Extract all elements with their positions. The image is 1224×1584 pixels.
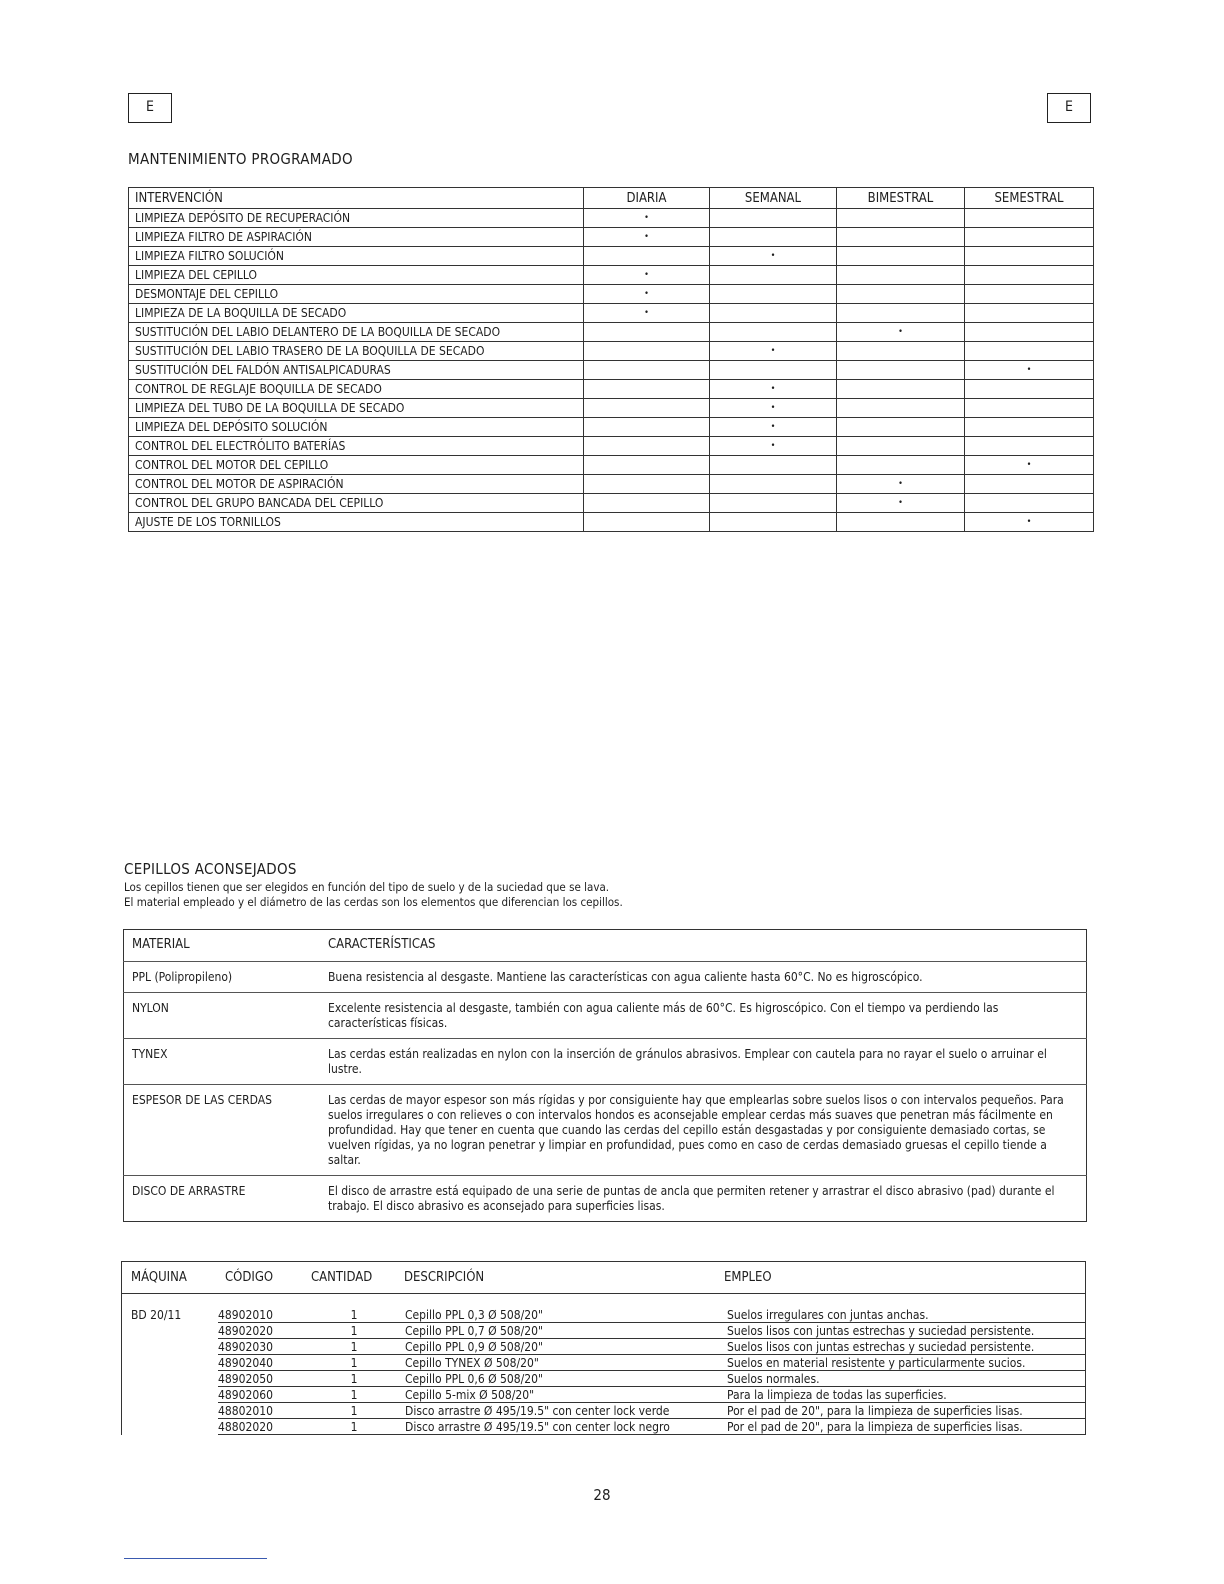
maintenance-row (129, 247, 1094, 266)
maintenance-task: CONTROL DEL GRUPO BANCADA DEL CEPILLO (129, 494, 584, 513)
frequency-dot: • (584, 228, 710, 247)
frequency-cell (837, 247, 965, 266)
brush-description: Cepillo 5-mix Ø 508/20" (402, 1387, 724, 1403)
frequency-cell (710, 513, 837, 532)
maintenance-task: LIMPIEZA DEL TUBO DE LA BOQUILLA DE SECADO (129, 399, 584, 418)
brush-code: 48902060 (218, 1387, 306, 1403)
frequency-cell (965, 323, 1094, 342)
brush-quantity: 1 (306, 1419, 402, 1435)
brush-use: Por el pad de 20", para la limpieza de superficies lisas. (724, 1419, 1086, 1435)
maintenance-task: CONTROL DE REGLAJE BOQUILLA DE SECADO (129, 380, 584, 399)
material-name: TYNEX (124, 1039, 321, 1085)
maintenance-task: CONTROL DEL MOTOR DE ASPIRACIÓN (129, 475, 584, 494)
material-characteristics: El disco de arrastre está equipado de una serie de puntas de ancla que permiten retener y arrastrar el disco abrasivo (pad) durante el trabajo. El disco abrasivo es aconsejado para superficies lisas. (320, 1176, 1087, 1222)
brush-machine: BD 20/11 (131, 1307, 182, 1322)
frequency-cell (710, 285, 837, 304)
frequency-cell (710, 228, 837, 247)
brush-row (121, 1403, 1086, 1419)
material-row (124, 1176, 1087, 1222)
maintenance-task: CONTROL DEL ELECTRÓLITO BATERÍAS (129, 437, 584, 456)
brush-code: 48902040 (218, 1355, 306, 1371)
brush-use: Por el pad de 20", para la limpieza de superficies lisas. (724, 1403, 1086, 1419)
frequency-cell (584, 323, 710, 342)
frequency-dot: • (710, 399, 837, 418)
frequency-dot: • (965, 361, 1094, 380)
brush-machine (121, 1355, 218, 1371)
frequency-dot: • (837, 494, 965, 513)
frequency-cell (584, 437, 710, 456)
brush-machine (121, 1323, 218, 1339)
col-header-code: CÓDIGO (218, 1261, 306, 1294)
brush-row (121, 1387, 1086, 1403)
maintenance-row (129, 361, 1094, 380)
maintenance-task: LIMPIEZA FILTRO DE ASPIRACIÓN (129, 228, 584, 247)
col-header-characteristics: CARACTERÍSTICAS (328, 937, 436, 952)
maintenance-row (129, 456, 1094, 475)
frequency-cell (584, 456, 710, 475)
material-characteristics: Las cerdas de mayor espesor son más rígidas y por consiguiente hay que emplearlas sobre suelos lisos o con intervalos pequeños. Para suelos irregulares o con relieves o con intervalos hondos es aconsejable emplear cerdas más suaves que penetran más fácilmente en profundidad. Hay que tener en cuenta que cuando las cerdas del cepillo están desgastadas y por consiguiente demasiado cortas, se vuelven rígidas, ya no logran penetrar y limpiar en profundidad, pues como en caso de cerdas demasiado gruesas el cepillo tiende a saltar. (320, 1085, 1087, 1176)
frequency-cell (837, 437, 965, 456)
maintenance-task: DESMONTAJE DEL CEPILLO (129, 285, 584, 304)
brushes-title: CEPILLOS ACONSEJADOS (124, 860, 297, 878)
maintenance-row (129, 399, 1094, 418)
maintenance-title: MANTENIMIENTO PROGRAMADO (128, 150, 353, 168)
brush-machine (121, 1339, 218, 1355)
frequency-cell (584, 361, 710, 380)
brush-use: Suelos lisos con juntas estrechas y suciedad persistente. (724, 1323, 1086, 1339)
frequency-dot: • (584, 209, 710, 228)
brush-list-header-row (121, 1261, 1086, 1294)
frequency-cell (584, 380, 710, 399)
brush-quantity: 1 (306, 1387, 402, 1403)
brush-code: 48902030 (218, 1339, 306, 1355)
frequency-cell (837, 456, 965, 475)
frequency-dot: • (710, 437, 837, 456)
brush-quantity: 1 (306, 1355, 402, 1371)
frequency-cell (584, 418, 710, 437)
brush-description: Disco arrastre Ø 495/19.5" con center lock verde (402, 1403, 724, 1419)
material-row (124, 1085, 1087, 1176)
frequency-dot: • (837, 323, 965, 342)
maintenance-row (129, 285, 1094, 304)
brush-quantity: 1 (306, 1323, 402, 1339)
brushes-intro-line-2: El material empleado y el diámetro de las cerdas son los elementos que diferencian los cepillos. (124, 895, 623, 909)
maintenance-table (128, 187, 1094, 532)
maintenance-row (129, 323, 1094, 342)
material-row (124, 962, 1087, 993)
frequency-cell (965, 399, 1094, 418)
footer-rule (124, 1558, 267, 1559)
frequency-cell (837, 209, 965, 228)
maintenance-task: SUSTITUCIÓN DEL LABIO TRASERO DE LA BOQUILLA DE SECADO (129, 342, 584, 361)
frequency-dot: • (965, 456, 1094, 475)
frequency-cell (965, 342, 1094, 361)
maintenance-task: LIMPIEZA DE LA BOQUILLA DE SECADO (129, 304, 584, 323)
frequency-dot: • (584, 266, 710, 285)
maintenance-header-row (129, 188, 1094, 209)
frequency-cell (965, 266, 1094, 285)
frequency-cell (584, 475, 710, 494)
brush-machine (121, 1403, 218, 1419)
material-row (124, 993, 1087, 1039)
frequency-cell (710, 323, 837, 342)
brush-description: Cepillo PPL 0,9 Ø 508/20" (402, 1339, 724, 1355)
brush-row (121, 1307, 1086, 1323)
col-header-intervention: INTERVENCIÓN (129, 188, 584, 209)
brush-code: 48902050 (218, 1371, 306, 1387)
maintenance-row (129, 475, 1094, 494)
brush-list-body (121, 1294, 1086, 1435)
frequency-cell (965, 285, 1094, 304)
maintenance-body (129, 209, 1094, 532)
maintenance-task: SUSTITUCIÓN DEL LABIO DELANTERO DE LA BOQUILLA DE SECADO (129, 323, 584, 342)
page-number: 28 (593, 1486, 611, 1504)
brush-quantity: 1 (306, 1339, 402, 1355)
material-name: PPL (Polipropileno) (124, 962, 321, 993)
maintenance-row (129, 437, 1094, 456)
frequency-cell (710, 456, 837, 475)
frequency-cell (710, 266, 837, 285)
maintenance-task: LIMPIEZA FILTRO SOLUCIÓN (129, 247, 584, 266)
frequency-dot: • (710, 342, 837, 361)
brush-quantity: 1 (306, 1403, 402, 1419)
frequency-cell (965, 228, 1094, 247)
frequency-cell (710, 361, 837, 380)
col-header-weekly: SEMANAL (710, 188, 837, 209)
brush-description: Cepillo PPL 0,7 Ø 508/20" (402, 1323, 724, 1339)
col-header-biannual: SEMESTRAL (965, 188, 1094, 209)
frequency-dot: • (710, 380, 837, 399)
frequency-cell (965, 380, 1094, 399)
maintenance-task: CONTROL DEL MOTOR DEL CEPILLO (129, 456, 584, 475)
maintenance-task: LIMPIEZA DEL CEPILLO (129, 266, 584, 285)
col-header-use: EMPLEO (724, 1261, 1086, 1294)
frequency-cell (837, 513, 965, 532)
frequency-cell (584, 342, 710, 361)
frequency-cell (710, 304, 837, 323)
brush-description: Disco arrastre Ø 495/19.5" con center lock negro (402, 1419, 724, 1435)
frequency-cell (837, 228, 965, 247)
brush-quantity: 1 (306, 1307, 402, 1323)
maintenance-row (129, 418, 1094, 437)
frequency-cell (710, 209, 837, 228)
language-marker-left: E (128, 93, 172, 123)
frequency-cell (710, 494, 837, 513)
frequency-cell (837, 266, 965, 285)
brush-list-table (121, 1261, 1086, 1435)
material-characteristics: Buena resistencia al desgaste. Mantiene las características con agua caliente hasta 60°C. No es higroscópico. (320, 962, 1087, 993)
frequency-dot: • (965, 513, 1094, 532)
maintenance-task: LIMPIEZA DEPÓSITO DE RECUPERACIÓN (129, 209, 584, 228)
frequency-cell (837, 361, 965, 380)
frequency-cell (965, 437, 1094, 456)
material-characteristics: Excelente resistencia al desgaste, también con agua caliente más de 60°C. Es higroscópico. Con el tiempo va perdiendo las características físicas. (320, 993, 1087, 1039)
brush-machine (121, 1387, 218, 1403)
frequency-dot: • (837, 475, 965, 494)
material-name: NYLON (124, 993, 321, 1039)
frequency-cell (965, 475, 1094, 494)
material-name: ESPESOR DE LAS CERDAS (124, 1085, 321, 1176)
brush-description: Cepillo PPL 0,6 Ø 508/20" (402, 1371, 724, 1387)
maintenance-task: AJUSTE DE LOS TORNILLOS (129, 513, 584, 532)
material-characteristics: Las cerdas están realizadas en nylon con la inserción de gránulos abrasivos. Emplear con cautela para no rayar el suelo o arruinar el lustre. (320, 1039, 1087, 1085)
brush-use: Suelos irregulares con juntas anchas. (724, 1307, 1086, 1323)
brush-use: Suelos lisos con juntas estrechas y suciedad persistente. (724, 1339, 1086, 1355)
frequency-dot: • (710, 418, 837, 437)
brush-description: Cepillo TYNEX Ø 508/20" (402, 1355, 724, 1371)
maintenance-row (129, 342, 1094, 361)
brush-code: 48802020 (218, 1419, 306, 1435)
maintenance-task: LIMPIEZA DEL DEPÓSITO SOLUCIÓN (129, 418, 584, 437)
frequency-cell (837, 285, 965, 304)
maintenance-row (129, 266, 1094, 285)
frequency-cell (837, 380, 965, 399)
brush-row (121, 1339, 1086, 1355)
materials-body (124, 962, 1087, 1222)
brush-description: Cepillo PPL 0,3 Ø 508/20" (402, 1307, 724, 1323)
frequency-cell (965, 209, 1094, 228)
col-header-bimonthly: BIMESTRAL (837, 188, 965, 209)
frequency-cell (965, 494, 1094, 513)
brush-code: 48902010 (218, 1307, 306, 1323)
frequency-cell (837, 342, 965, 361)
col-header-machine: MÁQUINA (121, 1261, 218, 1294)
maintenance-task: SUSTITUCIÓN DEL FALDÓN ANTISALPICADURAS (129, 361, 584, 380)
brush-machine (121, 1371, 218, 1387)
brush-use: Suelos normales. (724, 1371, 1086, 1387)
brush-machine (121, 1419, 218, 1435)
frequency-cell (584, 513, 710, 532)
frequency-cell (584, 247, 710, 266)
frequency-cell (584, 399, 710, 418)
language-marker-right: E (1047, 93, 1091, 123)
materials-table (123, 929, 1087, 1222)
maintenance-row (129, 380, 1094, 399)
material-row (124, 1039, 1087, 1085)
col-header-description: DESCRIPCIÓN (402, 1261, 724, 1294)
frequency-cell (584, 494, 710, 513)
frequency-cell (837, 399, 965, 418)
col-header-daily: DIARIA (584, 188, 710, 209)
frequency-cell (965, 418, 1094, 437)
maintenance-row (129, 209, 1094, 228)
maintenance-row (129, 304, 1094, 323)
frequency-dot: • (584, 285, 710, 304)
brush-code: 48802010 (218, 1403, 306, 1419)
materials-header-row (124, 930, 1087, 962)
frequency-cell (965, 247, 1094, 266)
brush-row (121, 1419, 1086, 1435)
brush-use: Suelos en material resistente y particularmente sucios. (724, 1355, 1086, 1371)
frequency-cell (837, 418, 965, 437)
frequency-dot: • (710, 247, 837, 266)
col-header-material: MATERIAL (132, 937, 190, 952)
frequency-cell (965, 304, 1094, 323)
brush-quantity: 1 (306, 1371, 402, 1387)
frequency-cell (710, 475, 837, 494)
brush-use: Para la limpieza de todas las superficies. (724, 1387, 1086, 1403)
frequency-dot: • (584, 304, 710, 323)
col-header-quantity: CANTIDAD (306, 1261, 402, 1294)
maintenance-row (129, 494, 1094, 513)
brush-row (121, 1323, 1086, 1339)
frequency-cell (837, 304, 965, 323)
maintenance-row (129, 513, 1094, 532)
brush-code: 48902020 (218, 1323, 306, 1339)
brush-row (121, 1371, 1086, 1387)
brushes-intro-line-1: Los cepillos tienen que ser elegidos en función del tipo de suelo y de la suciedad que se lava. (124, 880, 610, 894)
maintenance-row (129, 228, 1094, 247)
material-name: DISCO DE ARRASTRE (124, 1176, 321, 1222)
brush-row (121, 1355, 1086, 1371)
